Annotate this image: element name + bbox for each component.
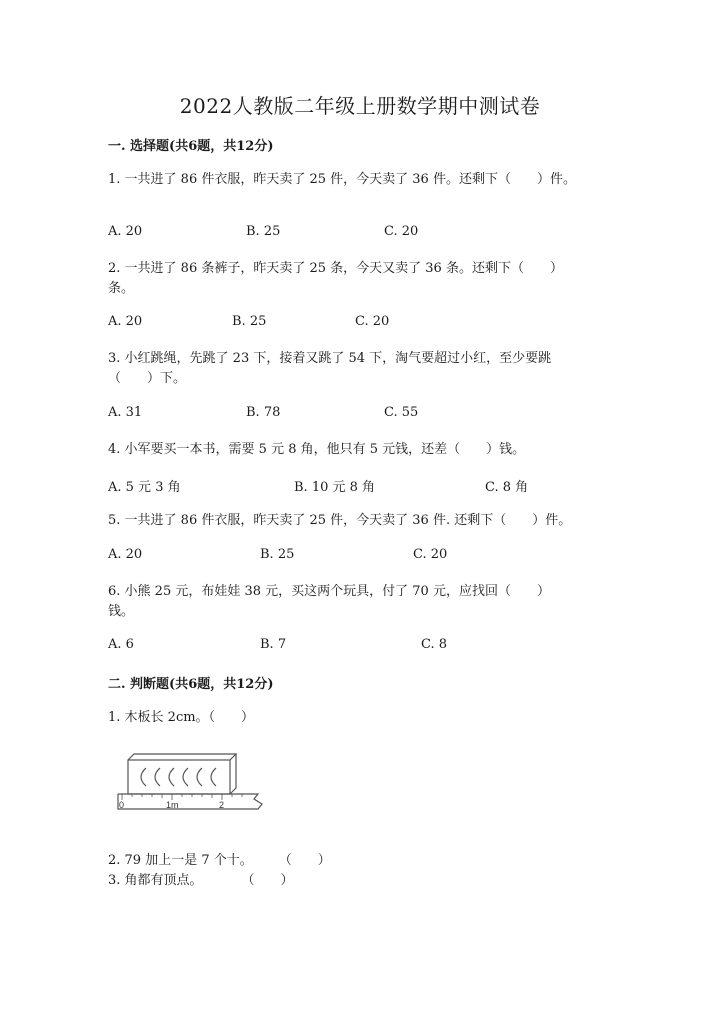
question-5-text: 5. 一共进了 86 件衣服，昨天卖了 25 件，今天卖了 36 件. 还剩下（ ）件。	[108, 513, 572, 528]
question-2-text-line-2: 条。	[108, 281, 135, 296]
question-6-option-a[interactable]: A. 6	[108, 637, 134, 652]
question-3-option-b[interactable]: B. 78	[246, 405, 281, 420]
question-1-option-c[interactable]: C. 20	[384, 224, 419, 239]
question-1-text: 1. 一共进了 86 件衣服，昨天卖了 25 件，今天卖了 36 件。还剩下（ ）件。	[108, 172, 576, 187]
judgement-1-text: 1. 木板长 2cm。（ ）	[108, 710, 255, 725]
question-2-text-line-1: 2. 一共进了 86 条裤子，昨天卖了 25 条，今天又卖了 36 条。还剩下（ ）	[108, 261, 563, 276]
ruler-label-1m: 1m	[166, 800, 179, 810]
question-5-option-b[interactable]: B. 25	[260, 547, 295, 562]
section-heading-choice: 一. 选择题(共6题，共12分)	[108, 139, 274, 154]
question-2-option-c[interactable]: C. 20	[355, 314, 390, 329]
question-6-option-b[interactable]: B. 7	[260, 637, 287, 652]
question-3-option-c[interactable]: C. 55	[384, 405, 419, 420]
question-5-option-c[interactable]: C. 20	[413, 547, 448, 562]
question-4-option-c[interactable]: C. 8 角	[485, 480, 529, 495]
question-4-option-b[interactable]: B. 10 元 8 角	[294, 480, 376, 495]
page-title: 2022人教版二年级上册数学期中测试卷	[179, 94, 541, 118]
judgement-2-text: 2. 79 加上一是 7 个十。 （ ）	[108, 853, 331, 868]
board-on-ruler-figure	[108, 752, 270, 814]
question-4-text: 4. 小军要买一本书，需要 5 元 8 角，他只有 5 元钱，还差（ ）钱。	[108, 442, 526, 457]
question-3-text-line-2: （ ）下。	[108, 371, 187, 386]
question-6-text-line-1: 6. 小熊 25 元，布娃娃 38 元，买这两个玩具，付了 70 元，应找回（ ）	[108, 584, 550, 599]
question-2-option-b[interactable]: B. 25	[232, 314, 267, 329]
ruler-label-2: 2	[219, 800, 225, 810]
question-6-text-line-2: 钱。	[108, 604, 135, 619]
question-6-option-c[interactable]: C. 8	[421, 637, 448, 652]
question-3-option-a[interactable]: A. 31	[108, 405, 143, 420]
ruler-illustration	[118, 794, 262, 809]
question-1-option-b[interactable]: B. 25	[246, 224, 281, 239]
ruler-label-0: 0	[119, 800, 125, 810]
question-3-text-line-1: 3. 小红跳绳，先跳了 23 下，接着又跳了 54 下，淘气要超过小红，至少要跳	[108, 351, 552, 366]
question-4-option-a[interactable]: A. 5 元 3 角	[108, 480, 181, 495]
question-5-option-a[interactable]: A. 20	[108, 547, 143, 562]
board-illustration	[128, 754, 236, 794]
question-2-option-a[interactable]: A. 20	[108, 314, 143, 329]
section-heading-judgement: 二. 判断题(共6题，共12分)	[108, 677, 274, 692]
question-1-option-a[interactable]: A. 20	[108, 224, 143, 239]
judgement-3-text: 3. 角都有顶点。 （ ）	[108, 873, 294, 888]
